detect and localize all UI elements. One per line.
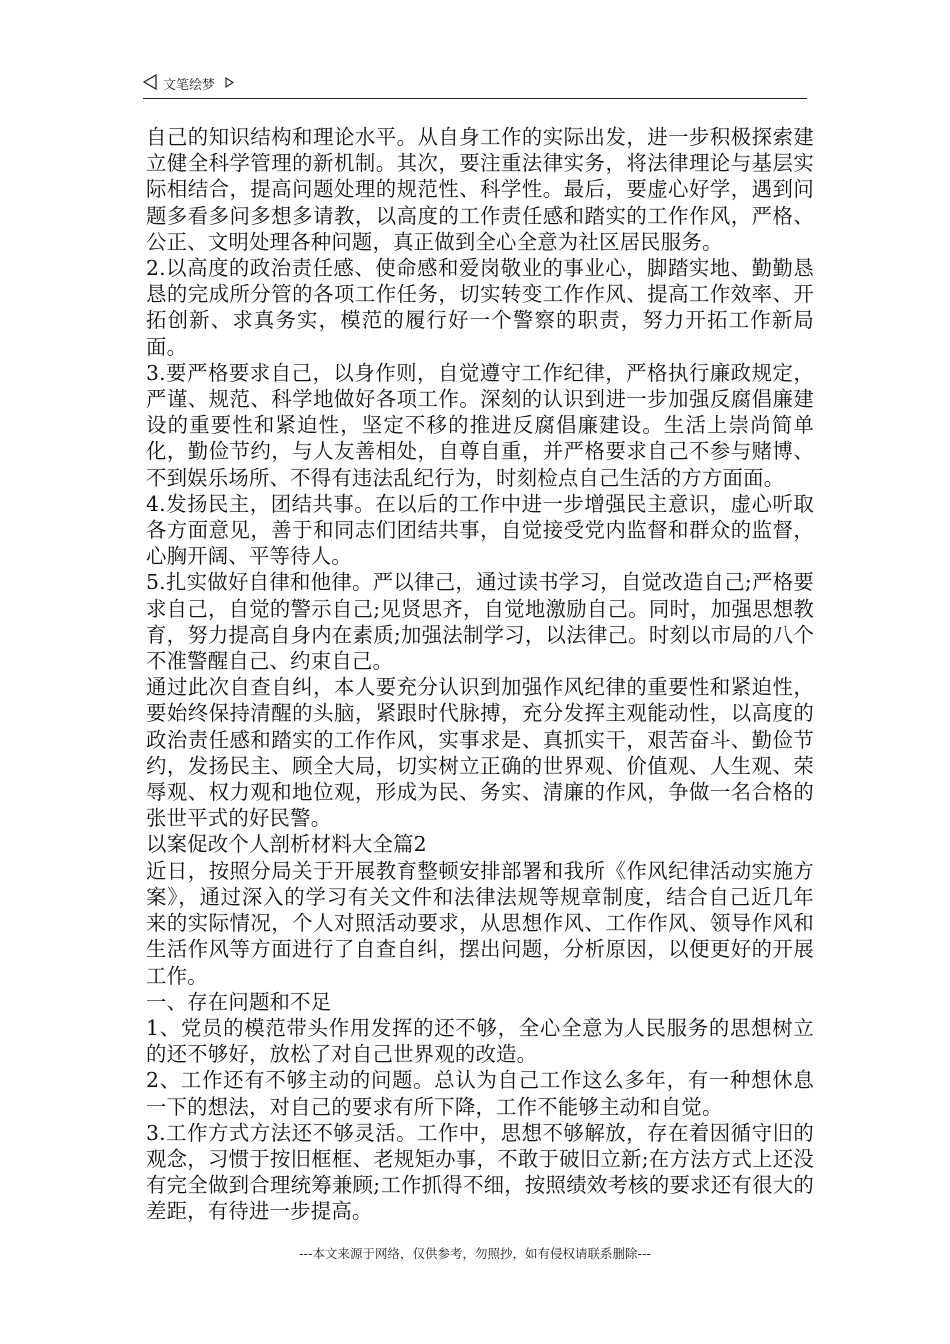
paragraph-item-2: 2.以高度的政治责任感、使命感和爱岗敬业的事业心，脚踏实地、勤勤恳恳的完成所分管的各项工作任务，切实转变工作作风、提高工作效率、开拓创新、求真务实，模范的履行好一个警察的职责，努力开拓工作新局面。 [146, 256, 814, 359]
paragraph-problem-2: 2、工作还有不够主动的问题。总认为自己工作这么多年，有一种想休息一下的想法，对自己的要求有所下降，工作不能够主动和自觉。 [146, 1068, 814, 1119]
paragraph-item-4: 4.发扬民主，团结共事。在以后的工作中进一步增强民主意识，虚心听取各方面意见，善于和同志们团结共事，自觉接受党内监督和群众的监督，心胸开阔、平等待人。 [146, 491, 814, 569]
document-body [146, 124, 814, 1225]
paragraph-section-intro: 近日，按照分局关于开展教育整顿安排部署和我所《作风纪律活动实施方案》，通过深入的学习有关文件和法律法规等规章制度，结合自己近几年来的实际情况，个人对照活动要求，从思想作风、工作作风、领导作风和生活作风等方面进行了自查自纠，摆出问题，分析原因，以便更好的开展工作。 [146, 858, 814, 988]
left-triangle-icon [143, 74, 157, 93]
subheading-problems: 一、存在问题和不足 [146, 989, 332, 1014]
paragraph-item-3: 3.要严格要求自己，以身作则，自觉遵守工作纪律，严格执行廉政规定，严谨、规范、科学地做好各项工作。深刻的认识到进一步加强反腐倡廉建设的重要性和紧迫性，坚定不移的推进反腐倡廉建设。生活上崇尚简单化，勤俭节约，与人友善相处，自尊自重，并严格要求自己不参与赌博、不到娱乐场所、不得有违法乱纪行为，时刻检点自己生活的方方面面。 [146, 360, 814, 490]
footer-notice: ---本文来源于网络，仅供参考，勿照抄，如有侵权请联系删除--- [298, 1246, 652, 1261]
paragraph-problem-1: 1、党员的模范带头作用发挥的还不够，全心全意为人民服务的思想树立的还不够好，放松了对自己世界观的改造。 [146, 1015, 814, 1067]
paragraph-intro: 自己的知识结构和理论水平。从自身工作的实际出发，进一步积极探索建立健全科学管理的新机制。其次，要注重法律实务，将法律理论与基层实际相结合，提高问题处理的规范性、科学性。最后，要虚心好学，遇到问题多看多问多想多请教，以高度的工作责任感和踏实的工作作风，严格、公正、文明处理各种问题，真正做到全心全意为社区居民服务。 [146, 125, 814, 254]
brand [143, 74, 234, 93]
page-header [143, 72, 807, 99]
brand-name: 文笔绘梦 [163, 78, 216, 93]
right-triangle-icon [225, 77, 234, 91]
paragraph-item-5: 5.扎实做好自律和他律。严以律己，通过读书学习，自觉改造自己;严格要求自己，自觉的警示自己;见贤思齐，自觉地激励自己。同时，加强思想教育，努力提高自身内在素质;加强法制学习，以法律己。时刻以市局的八个不准警醒自己、约束自己。 [146, 570, 814, 674]
paragraph-conclusion: 通过此次自查自纠，本人要充分认识到加强作风纪律的重要性和紧迫性，要始终保持清醒的头脑，紧跟时代脉搏，充分发挥主观能动性，以高度的政治责任感和踏实的工作作风，实事求是、真抓实干，艰苦奋斗、勤俭节约，发扬民主、顾全大局，切实树立正确的世界观、价值观、人生观、荣辱观、权力观和地位观，形成为民、务实、清廉的作风，争做一名合格的张世平式的好民警。 [146, 675, 814, 831]
paragraph-problem-3: 3.工作方式方法还不够灵活。工作中，思想不够解放，存在着因循守旧的观念，习惯于按旧框框、老规矩办事，不敢于破旧立新;在方法方式上还没有完全做到合理统筹兼顾;工作抓得不细，按照绩效考核的要求还有很大的差距，有待进一步提高。 [146, 1120, 814, 1224]
section-title: 以案促改个人剖析材料大全篇2 [146, 832, 427, 857]
